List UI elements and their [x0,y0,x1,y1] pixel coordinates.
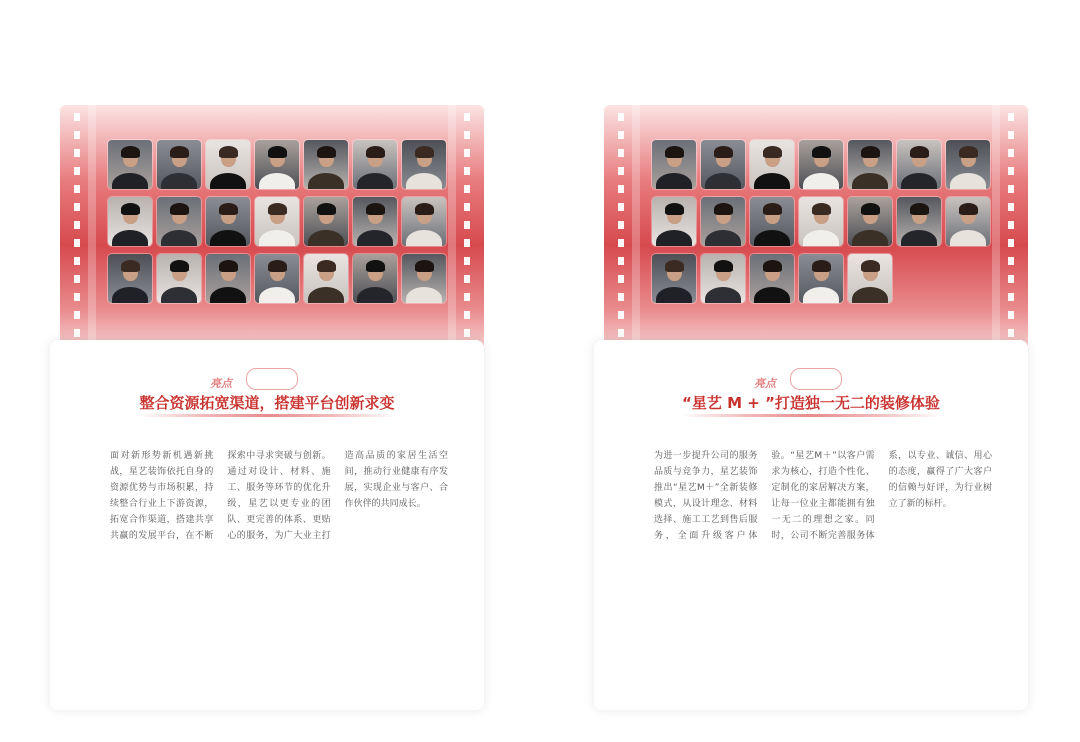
portrait-photo [206,197,250,246]
portrait-photo [108,254,152,303]
highlight-badge-icon [246,368,298,390]
headline-underline [138,414,396,417]
portrait-photo [304,140,348,189]
portrait-photo [255,197,299,246]
portrait-photo [946,197,990,246]
portrait-photo [701,197,745,246]
highlight-tag: 亮点 [754,377,776,390]
article-card [50,340,484,710]
left-page [50,0,490,742]
portrait-photo [652,197,696,246]
portrait-photo [206,254,250,303]
highlight-tag: 亮点 [210,377,232,390]
article-body: 面对新形势新机遇新挑战，星艺装饰依托自身的资源优势与市场积累，持续整合行业上下游资源，拓宽合作渠道，搭建共享共赢的发展平台，在不断探索中寻求突破与创新。通过对设计、材料、施工、服务等环节的优化升级，星艺以更专业的团队、更完善的体系、更贴心的服务，为广大业主打造高品质的家居生活空间，推动行业健康有序发展，实现企业与客户、合作伙伴的共同成长。 [110,451,448,541]
portrait-photo [946,140,990,189]
portrait-photo [304,254,348,303]
portrait-photo [750,254,794,303]
article-card [594,340,1028,710]
photo-grid [652,140,990,303]
portrait-photo [206,140,250,189]
portrait-photo [353,254,397,303]
portrait-photo [402,254,446,303]
article-headline: “星艺 M + ”打造独一无二的装修体验 [682,394,940,412]
highlight-badge-icon [790,368,842,390]
portrait-photo [652,140,696,189]
portrait-photo [353,140,397,189]
photo-film-strip [60,105,484,360]
portrait-photo [848,254,892,303]
portrait-photo [799,140,843,189]
portrait-photo [652,254,696,303]
portrait-photo [799,197,843,246]
headline-underline [682,414,940,417]
photo-grid [108,140,446,303]
portrait-photo [402,140,446,189]
article-body: 为进一步提升公司的服务品质与竞争力，星艺装饰推出“星艺M＋”全新装修模式，从设计理念、材料选择、施工工艺到售后服务，全面升级客户体验。“星艺M＋”以客户需求为核心，打造个性化、定制化的家居解决方案，让每一位业主都能拥有独一无二的理想之家。同时，公司不断完善服务体系，以专业、诚信、用心的态度，赢得了广大客户的信赖与好评，为行业树立了新的标杆。 [654,451,992,541]
portrait-photo [701,254,745,303]
portrait-photo [157,197,201,246]
portrait-photo [255,140,299,189]
portrait-photo [799,254,843,303]
portrait-photo [108,197,152,246]
portrait-photo [255,254,299,303]
portrait-photo [353,197,397,246]
portrait-photo [848,140,892,189]
portrait-photo [701,140,745,189]
photo-film-strip [604,105,1028,360]
portrait-photo [108,140,152,189]
article-headline: 整合资源拓宽渠道，搭建平台创新求变 [139,394,395,412]
right-page [594,0,1034,742]
portrait-photo [304,197,348,246]
portrait-photo [897,140,941,189]
portrait-photo [157,140,201,189]
portrait-photo [848,197,892,246]
portrait-photo [402,197,446,246]
portrait-photo [157,254,201,303]
portrait-photo [750,140,794,189]
portrait-photo [750,197,794,246]
portrait-photo [897,197,941,246]
